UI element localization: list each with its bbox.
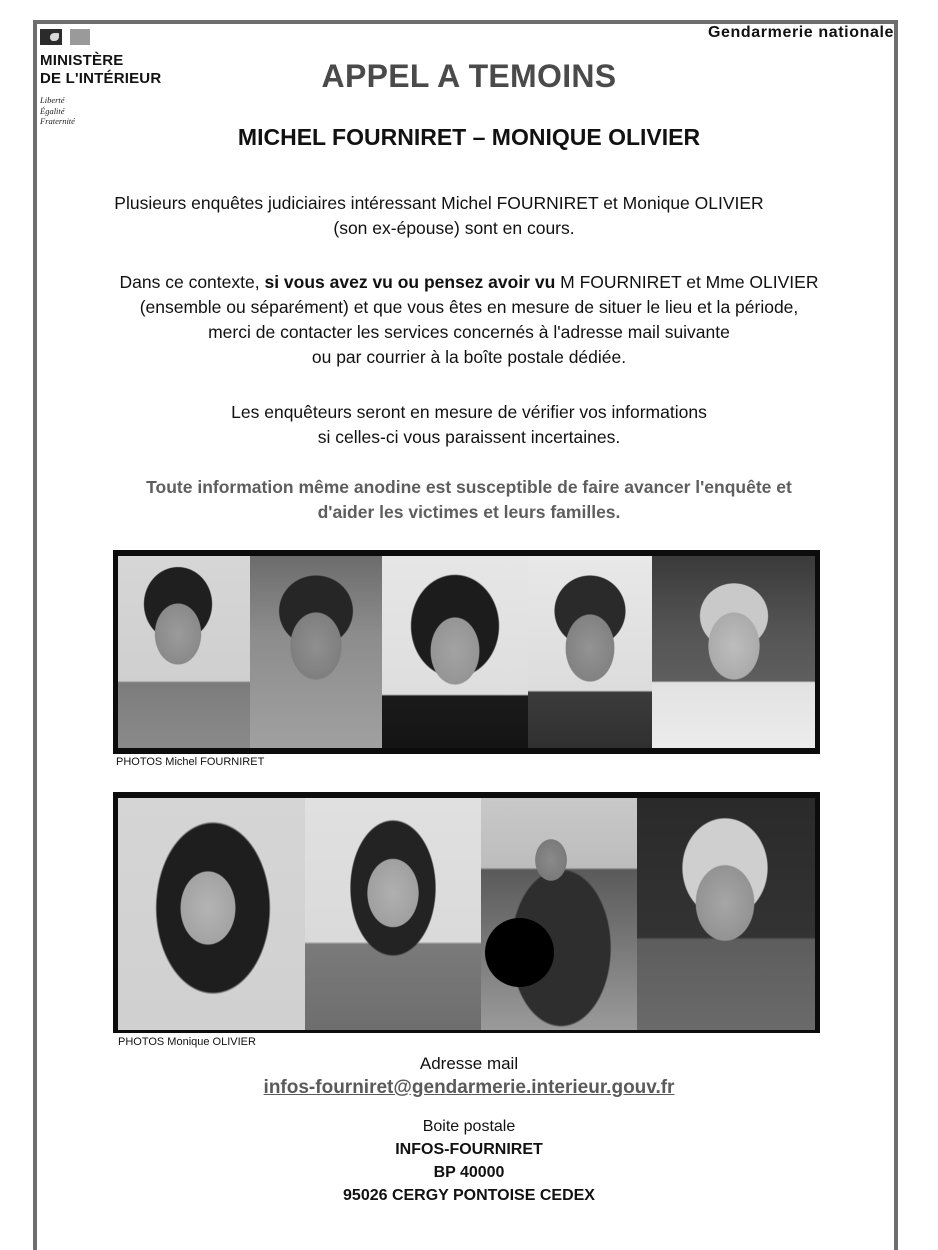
request-line-4: ou par courrier à la boîte postale dédiée. bbox=[311, 347, 627, 367]
redaction-circle bbox=[485, 918, 554, 987]
motto-fraternite: Fraternité bbox=[40, 116, 75, 126]
emphasis-paragraph bbox=[0, 475, 938, 525]
monique-photo-1 bbox=[118, 798, 305, 1030]
monique-photo-strip bbox=[113, 792, 820, 1033]
emphasis-line-1: Toute information même anodine est susceptible de faire avancer l'enquête et bbox=[146, 477, 792, 497]
motto-egalite: Égalité bbox=[40, 105, 65, 116]
ministry-line-1: MINISTÈRE bbox=[40, 52, 124, 69]
intro-line-2: (son ex-épouse) sont en cours. bbox=[333, 218, 575, 238]
emphasis-line-2: d'aider les victimes et leurs familles. bbox=[317, 502, 621, 522]
michel-photo-4 bbox=[528, 556, 652, 748]
request-text: Dans ce contexte, bbox=[119, 272, 265, 292]
postal-line-3: 95026 CERGY PONTOISE CEDEX bbox=[343, 1187, 595, 1204]
intro-line-1: Plusieurs enquêtes judiciaires intéressant Michel FOURNIRET et Monique OLIVIER bbox=[114, 193, 764, 213]
intro-paragraph bbox=[0, 191, 908, 241]
request-line-2: (ensemble ou séparément) et que vous êtes en mesure de situer le lieu et la période, bbox=[139, 297, 799, 317]
monique-photo-4 bbox=[637, 798, 815, 1030]
page-title: APPEL A TEMOINS bbox=[321, 58, 617, 94]
request-text: M FOURNIRET et Mme OLIVIER bbox=[555, 272, 819, 292]
postal-line-2: BP 40000 bbox=[433, 1164, 505, 1181]
michel-photo-2 bbox=[250, 556, 382, 748]
request-line-1 bbox=[0, 270, 938, 295]
republic-motto bbox=[40, 95, 75, 127]
ministry-line-2: DE L'INTÉRIEUR bbox=[40, 70, 162, 87]
request-line-3: merci de contacter les services concernés à l'adresse mail suivante bbox=[208, 322, 730, 342]
marianne-logo-icon bbox=[40, 29, 90, 45]
michel-photo-strip bbox=[113, 550, 820, 754]
email-label: Adresse mail bbox=[419, 1054, 519, 1073]
agency-name: Gendarmerie nationale bbox=[708, 24, 894, 41]
motto-liberte: Liberté bbox=[40, 95, 65, 105]
verification-paragraph bbox=[0, 400, 938, 450]
email-address[interactable]: infos-fourniret@gendarmerie.interieur.gouv.fr bbox=[263, 1077, 675, 1098]
request-paragraph bbox=[0, 270, 938, 370]
email-link[interactable] bbox=[0, 1077, 938, 1099]
request-emphasis: si vous avez vu ou pensez avoir vu bbox=[264, 272, 556, 292]
michel-photo-1 bbox=[118, 556, 250, 748]
michel-photos-caption: PHOTOS Michel FOURNIRET bbox=[116, 756, 265, 768]
michel-photo-5 bbox=[652, 556, 815, 748]
monique-photos-caption: PHOTOS Monique OLIVIER bbox=[118, 1036, 256, 1048]
page-subtitle: MICHEL FOURNIRET – MONIQUE OLIVIER bbox=[237, 124, 701, 150]
verification-line-2: si celles-ci vous paraissent incertaines. bbox=[317, 427, 621, 447]
monique-photo-2 bbox=[305, 798, 481, 1030]
monique-photo-3 bbox=[481, 798, 637, 1030]
michel-photo-3 bbox=[382, 556, 528, 748]
verification-line-1: Les enquêteurs seront en mesure de vérifier vos informations bbox=[231, 402, 707, 422]
postal-label: Boite postale bbox=[422, 1118, 516, 1135]
postal-line-1: INFOS-FOURNIRET bbox=[395, 1141, 543, 1158]
